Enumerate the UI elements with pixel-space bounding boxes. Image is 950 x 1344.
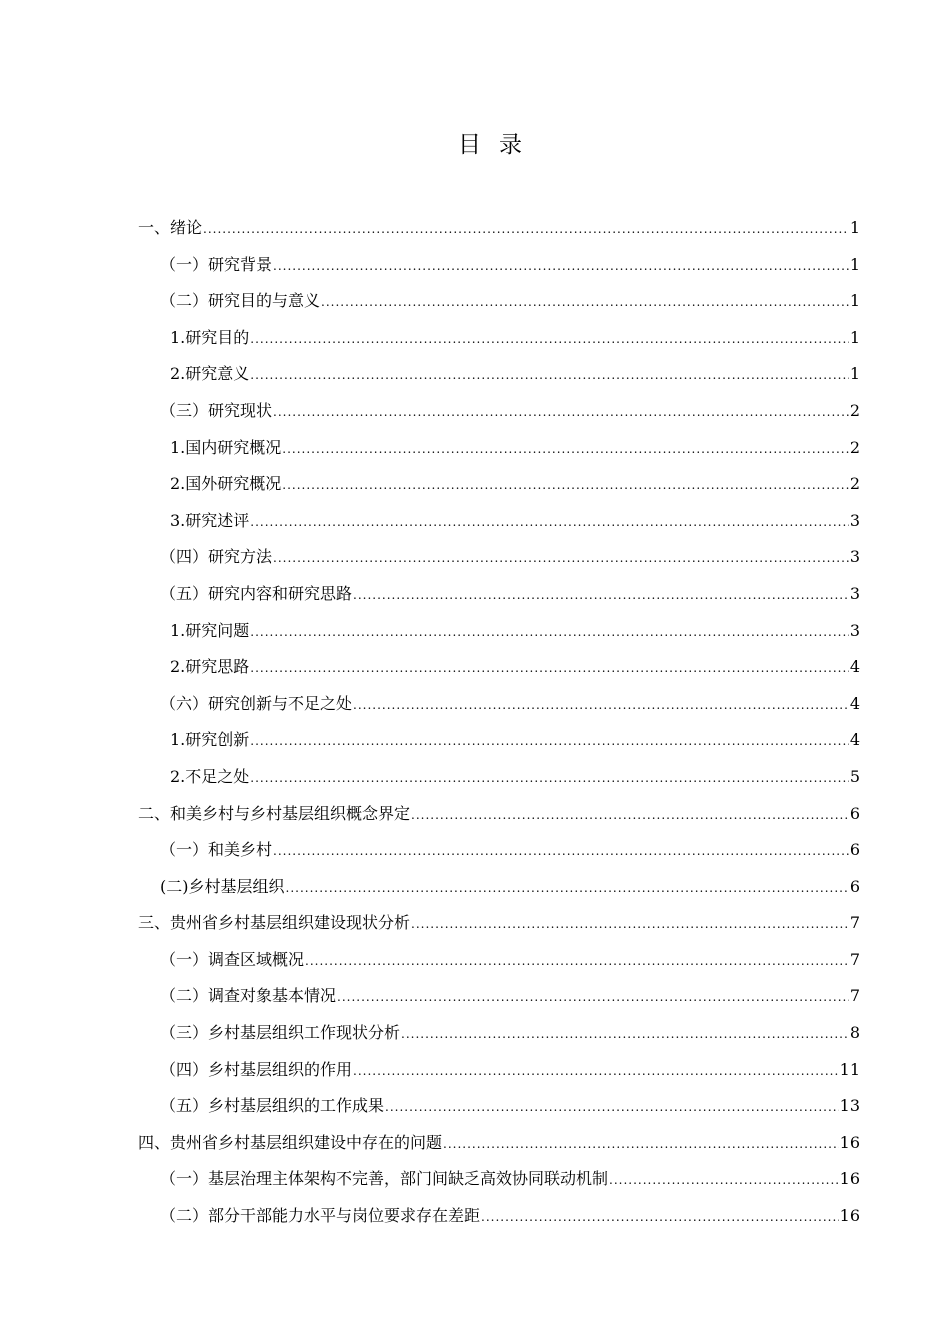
toc-entry-title: （四）研究方法 (160, 547, 273, 567)
toc-entry-title: （一）基层治理主体架构不完善，部门间缺乏高效协同联动机制 (160, 1169, 609, 1189)
toc-entry[interactable] (138, 356, 860, 393)
toc-entry-page: 4 (849, 693, 860, 713)
toc-entry-page: 1 (849, 218, 860, 237)
toc-entry[interactable] (138, 393, 860, 430)
toc-entry-title: 二、和美乡村与乡村基层组织概念界定 (138, 803, 411, 823)
toc-leader-dots (305, 943, 849, 980)
toc-entry-page: 6 (849, 876, 860, 896)
toc-entry-title: （二）研究目的与意义 (160, 291, 321, 311)
toc-entry-title: 1.研究问题 (170, 620, 250, 640)
toc-leader-dots (481, 1199, 839, 1236)
toc-leader-dots (273, 248, 849, 285)
toc-entry-page: 7 (849, 949, 860, 969)
toc-entry-title: 3.研究述评 (170, 510, 250, 530)
toc-entry-page: 16 (839, 1169, 860, 1189)
toc-entry-title: 1.国内研究概况 (170, 437, 282, 457)
toc-leader-dots (250, 614, 849, 651)
toc-leader-dots (385, 1089, 839, 1126)
toc-entry-page: 11 (839, 1059, 860, 1079)
toc-entry[interactable] (138, 649, 860, 686)
toc-leader-dots (411, 906, 849, 943)
toc-leader-dots (353, 1053, 839, 1090)
toc-entry-page: 5 (849, 766, 860, 786)
toc-entry[interactable] (138, 1125, 860, 1162)
page-title: 目录 (458, 132, 540, 158)
toc-entry-title: 2.不足之处 (170, 766, 250, 786)
toc-entry-page: 3 (849, 547, 860, 567)
toc-entry[interactable] (138, 869, 860, 906)
toc-entry-page: 2 (849, 400, 860, 420)
toc-entry[interactable] (138, 613, 860, 650)
toc-entry-page: 6 (849, 803, 860, 823)
toc-entry-title: （三）乡村基层组织工作现状分析 (160, 1023, 401, 1043)
toc-leader-dots (282, 431, 849, 468)
toc-leader-dots (203, 211, 849, 248)
toc-entry-title: （三）研究现状 (160, 400, 273, 420)
toc-entry-title: （一）和美乡村 (160, 840, 273, 860)
toc-entry[interactable] (138, 905, 860, 942)
toc-leader-dots (250, 723, 849, 760)
toc-entry-page: 1 (849, 254, 860, 274)
toc-entry-title: （四）乡村基层组织的作用 (160, 1059, 353, 1079)
toc-entry-page: 13 (839, 1096, 860, 1116)
toc-entry-title: (二)乡村基层组织 (160, 876, 285, 896)
table-of-contents (138, 210, 860, 1235)
toc-entry-page: 16 (839, 1206, 860, 1226)
toc-entry-title: 三、贵州省乡村基层组织建设现状分析 (138, 913, 411, 933)
toc-leader-dots (411, 797, 849, 834)
toc-entry[interactable] (138, 320, 860, 357)
toc-entry-page: 16 (839, 1132, 860, 1152)
toc-entry[interactable] (138, 1161, 860, 1198)
toc-leader-dots (609, 1162, 839, 1199)
toc-entry[interactable] (138, 832, 860, 869)
toc-entry[interactable] (138, 576, 860, 613)
toc-entry-title: （五）研究内容和研究思路 (160, 583, 353, 603)
toc-entry-title: （一）研究背景 (160, 254, 273, 274)
toc-entry-page: 6 (849, 840, 860, 860)
toc-leader-dots (250, 321, 849, 358)
toc-entry-page: 1 (849, 291, 860, 311)
toc-leader-dots (321, 284, 849, 321)
toc-entry[interactable] (138, 722, 860, 759)
toc-entry[interactable] (138, 430, 860, 467)
toc-entry[interactable] (138, 1088, 860, 1125)
toc-entry[interactable] (138, 247, 860, 284)
toc-leader-dots (337, 979, 849, 1016)
toc-entry[interactable] (138, 503, 860, 540)
toc-leader-dots (282, 467, 849, 504)
toc-entry-title: （二）调查对象基本情况 (160, 986, 337, 1006)
toc-entry-title: （六）研究创新与不足之处 (160, 693, 353, 713)
toc-leader-dots (273, 833, 849, 870)
toc-entry-page: 3 (849, 510, 860, 530)
toc-entry[interactable] (138, 796, 860, 833)
toc-entry-page: 7 (849, 913, 860, 933)
toc-leader-dots (250, 650, 849, 687)
toc-entry-title: 2.国外研究概况 (170, 474, 282, 494)
toc-entry-page: 1 (849, 327, 860, 347)
toc-entry-page: 1 (849, 364, 860, 384)
toc-entry[interactable] (138, 466, 860, 503)
toc-entry-page: 2 (849, 437, 860, 457)
toc-entry-page: 3 (849, 620, 860, 640)
toc-entry[interactable] (138, 1198, 860, 1235)
toc-leader-dots (250, 357, 849, 394)
toc-entry[interactable] (138, 283, 860, 320)
toc-entry-title: （二）部分干部能力水平与岗位要求存在差距 (160, 1206, 481, 1226)
toc-entry[interactable] (138, 686, 860, 723)
toc-entry[interactable] (138, 942, 860, 979)
toc-leader-dots (286, 870, 849, 907)
toc-entry-title: 1.研究创新 (170, 730, 250, 750)
toc-leader-dots (273, 540, 849, 577)
toc-entry-title: （五）乡村基层组织的工作成果 (160, 1096, 385, 1116)
toc-entry-page: 8 (849, 1023, 860, 1043)
toc-entry[interactable] (138, 1052, 860, 1089)
toc-leader-dots (353, 687, 849, 724)
toc-entry-page: 4 (849, 657, 860, 677)
toc-entry-title: 1.研究目的 (170, 327, 250, 347)
toc-entry-title: 一、绪论 (138, 218, 203, 237)
toc-leader-dots (250, 504, 849, 541)
toc-entry[interactable] (138, 978, 860, 1015)
toc-entry-title: 2.研究思路 (170, 657, 250, 677)
toc-entry[interactable] (138, 1015, 860, 1052)
toc-entry[interactable] (138, 210, 860, 247)
toc-entry-page: 7 (849, 986, 860, 1006)
toc-entry-page: 4 (849, 730, 860, 750)
toc-entry-page: 3 (849, 583, 860, 603)
toc-entry[interactable] (138, 539, 860, 576)
toc-leader-dots (353, 577, 849, 614)
toc-leader-dots (443, 1126, 839, 1163)
toc-entry[interactable] (138, 759, 860, 796)
toc-leader-dots (401, 1016, 849, 1053)
toc-entry-page: 2 (849, 474, 860, 494)
toc-leader-dots (250, 760, 849, 797)
toc-leader-dots (273, 394, 849, 431)
toc-entry-title: 2.研究意义 (170, 364, 250, 384)
toc-entry-title: （一）调查区域概况 (160, 949, 305, 969)
toc-entry-title: 四、贵州省乡村基层组织建设中存在的问题 (138, 1132, 443, 1152)
